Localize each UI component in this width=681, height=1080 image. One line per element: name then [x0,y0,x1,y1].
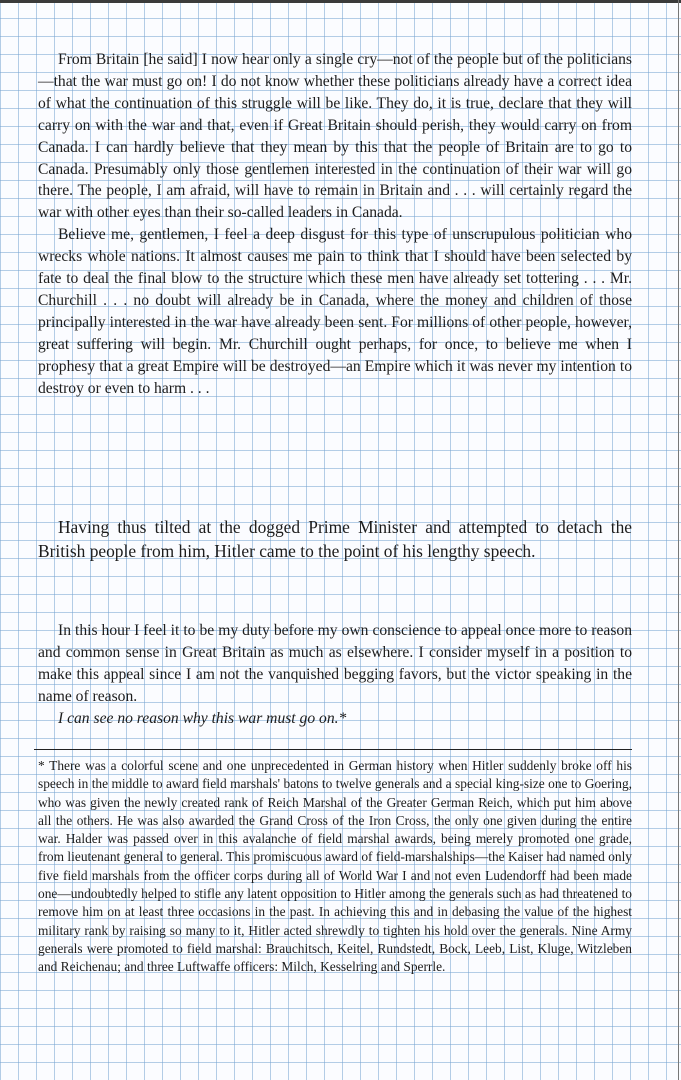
quote-block-speech-1 [38,49,632,400]
narrative-paragraph: Having thus tilted at the dogged Prime Minister and attempted to detach the British people from him, Hitler came to the point of his lengthy speech. [38,517,632,561]
footnote-divider [34,749,632,750]
page-right-edge [678,0,679,1080]
quote-paragraph-italic-conclusion: I can see no reason why this war must go on.* [58,710,347,727]
quote-paragraph-britain-cry: From Britain [he said] I now hear only a single cry—not of the people but of the politicians—that the war must go on! I do not know whether these politicians already have a correct idea of what the continuation of this struggle will be like. They do, it is true, declare that they will carry on with the war and that, even if Great Britain should perish, they would carry on from Canada. I can hardly believe that they mean by this that the people of Britain are to go to Canada. Presumably only those gentlemen interested in the continuation of their war will go there. The people, I am afraid, will have to remain in Britain and . . . will certainly regard the war with other eyes than their so-called leaders in Canada. [38,51,632,222]
narrative-block [38,516,632,563]
quote-block-speech-2 [38,620,632,730]
quote-paragraph-disgust: Believe me, gentlemen, I feel a deep disgust for this type of unscrupulous politician who wrecks whole nations. It almost causes me pain to think that I should have been selected by fate to deal the final blow to the structure which these men have already set tottering . . . Mr. Churchill . . . no doubt will already be in Canada, where the money and children of those principally interested in the war have already been sent. For millions of other people, however, great suffering will begin. Mr. Churchill ought perhaps, for once, to believe me when I prophesy that a great Empire will be destroyed—an Empire which it was never my intention to destroy or even to harm . . . [38,226,632,397]
quote-paragraph-appeal: In this hour I feel it to be my duty before my own conscience to appeal once more to reason and common sense in Great Britain as much as elsewhere. I consider myself in a position to make this appeal since I am not the vanquished begging favors, but the victor speaking in the name of reason. [38,622,632,705]
footnote-text: * There was a colorful scene and one unprecedented in German history when Hitler suddenly broke off his speech in the middle to award field marshals' batons to twelve generals and a special king-size one to Goering, who was given the newly created rank of Reich Marshal of the Greater German Reich, which put him above all the others. He was also awarded the Grand Cross of the Iron Cross, the only one given during the entire war. Halder was passed over in this avalanche of field marshal awards, being merely promoted one grade, from lieutenant general to general. This promiscuous award of field-marshalships—the Kaiser had named only five field marshals from the officer corps during all of World War I and not even Ludendorff had been made one—undoubtedly helped to stifle any latent opposition to Hitler among the generals such as had threatened to remove him on at least three occasions in the past. In achieving this and in debasing the value of the highest military rank by raising so many to it, Hitler acted shrewdly to tighten his hold over the generals. Nine Army generals were promoted to field marshal: Brauchitsch, Keitel, Rundstedt, Bock, Leeb, List, Kluge, Witzleben and Reichenau; and three Luftwaffe officers: Milch, Kesselring and Sperrle. [38,758,632,975]
page-top-edge [0,0,681,3]
footnote-block [38,757,632,977]
